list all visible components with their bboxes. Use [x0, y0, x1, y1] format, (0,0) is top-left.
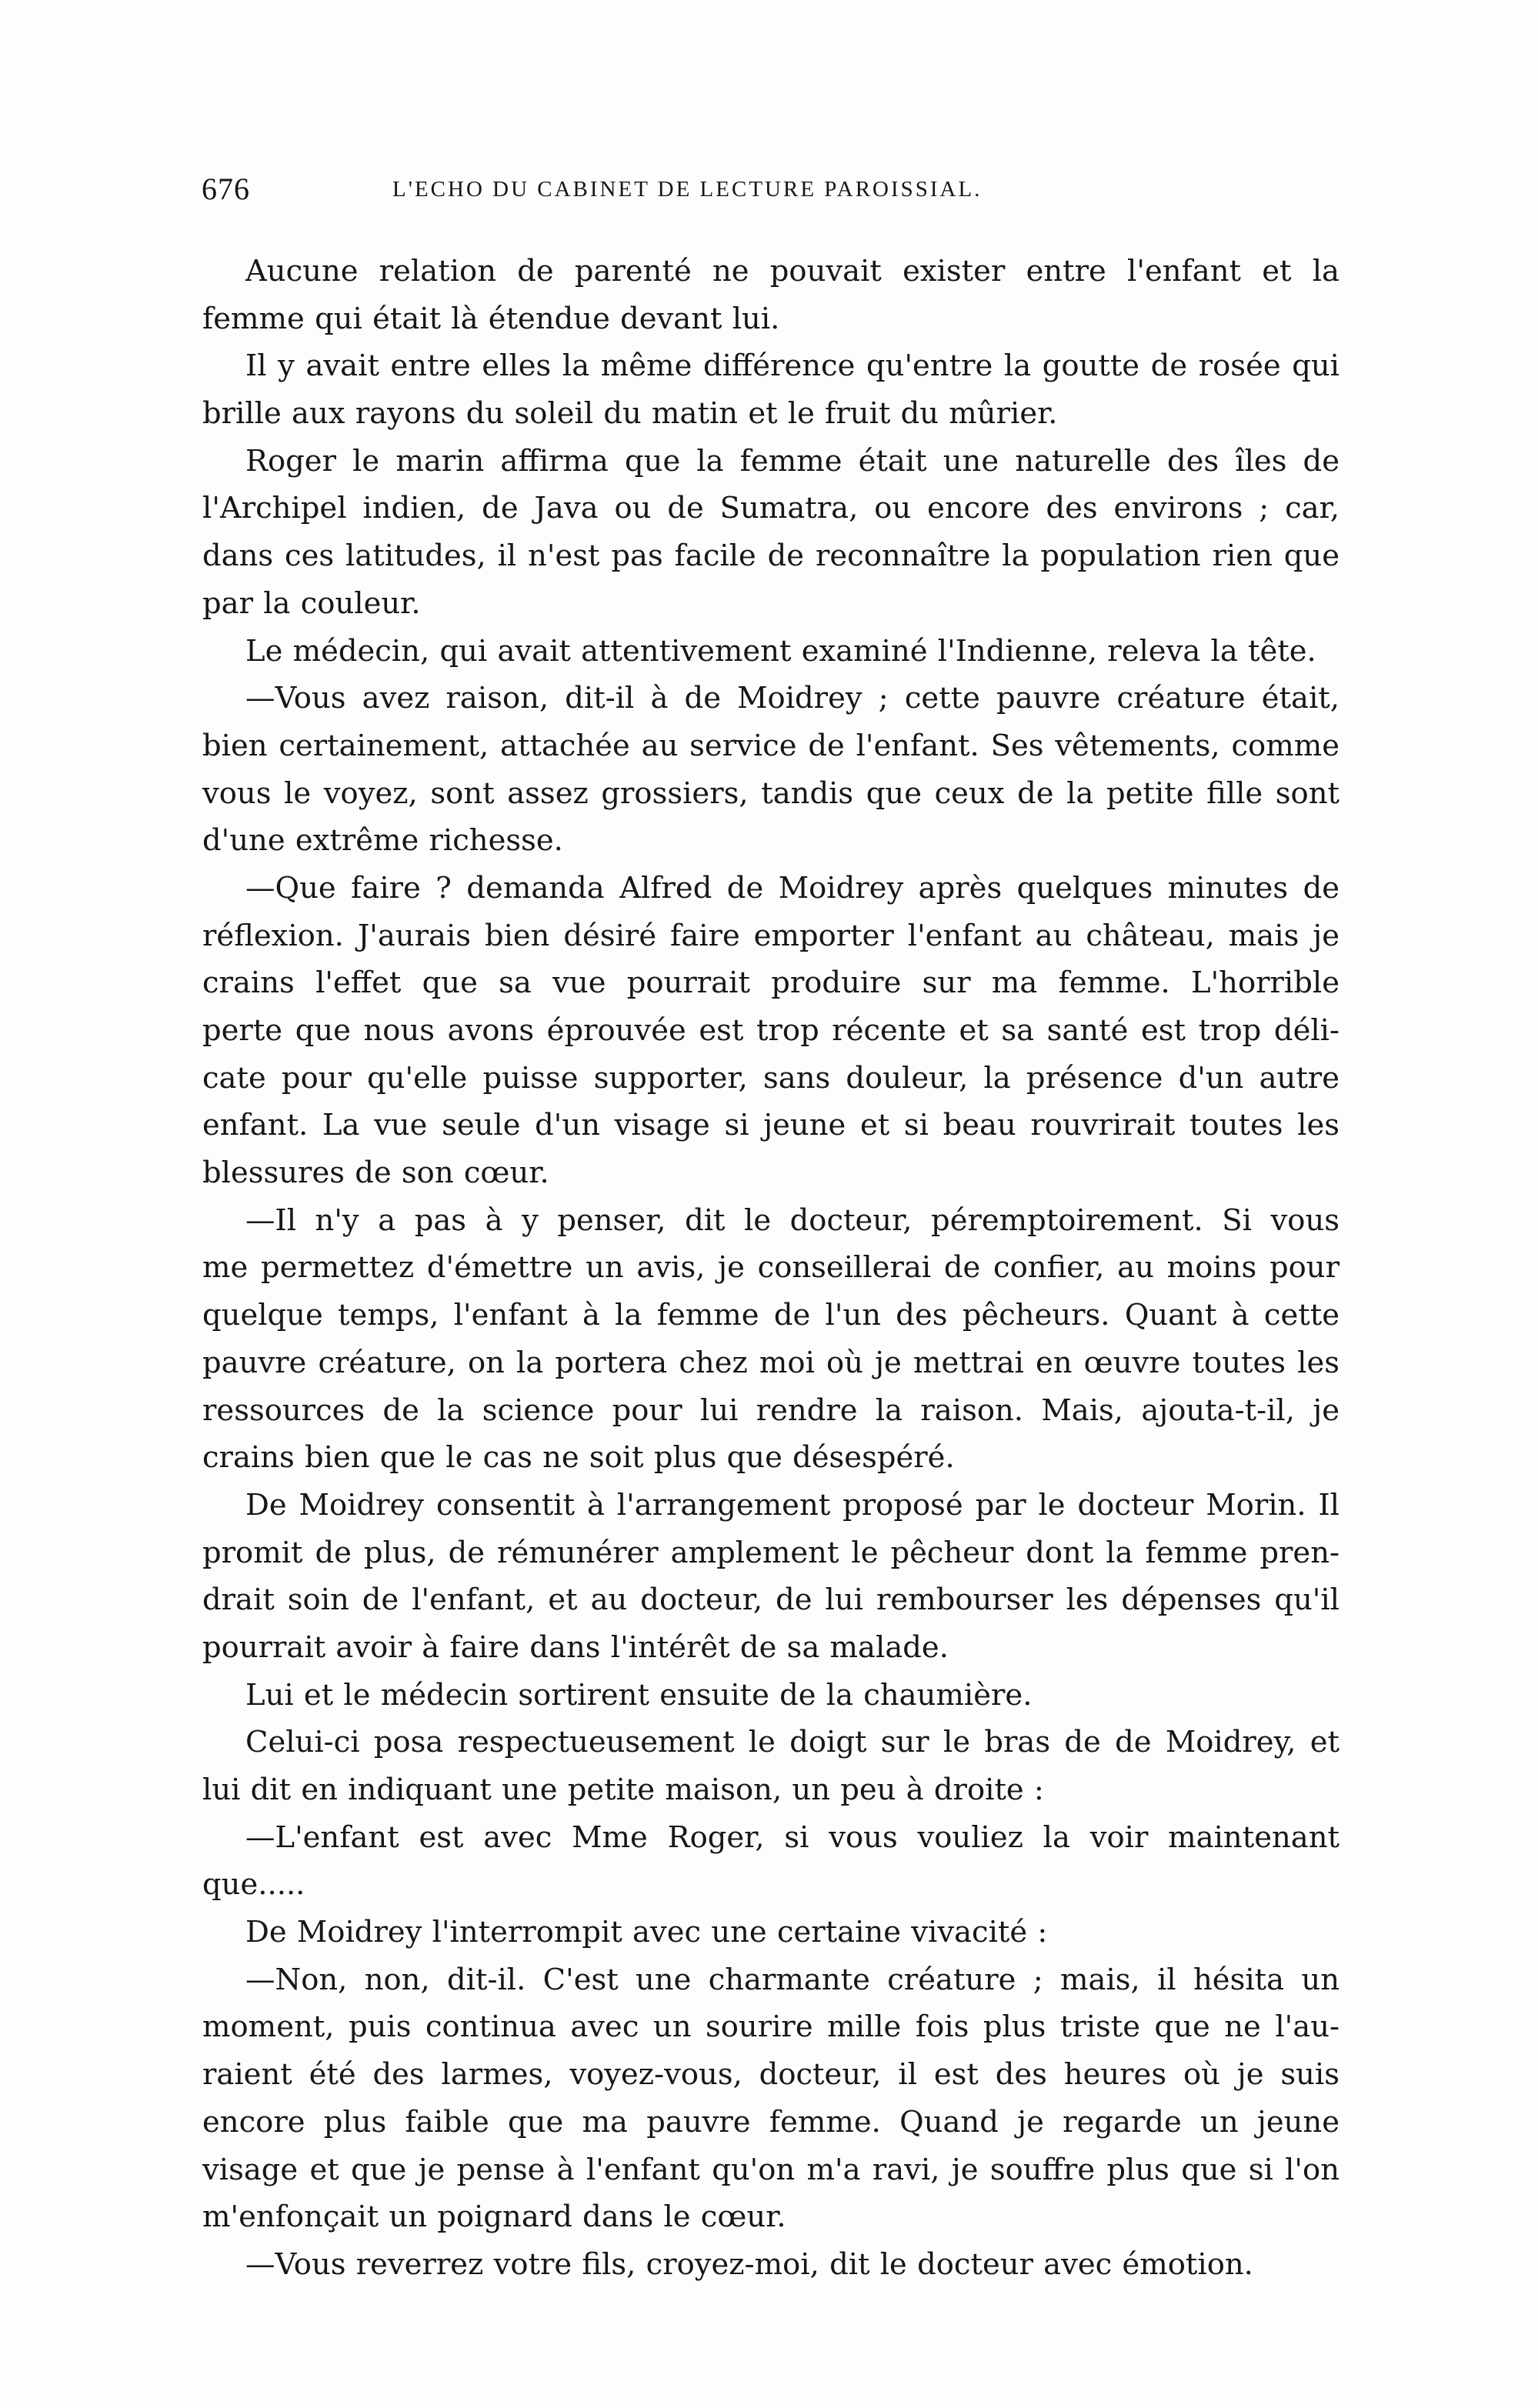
text-line: l'Archipel indien, de Java ou de Sumatra, ou encore des environs ; car,: [202, 491, 1339, 526]
body-text: [202, 248, 1339, 2289]
text-line: drait soin de l'enfant, et au docteur, de lui rembourser les dépenses qu'il: [202, 1583, 1339, 1618]
text-line: brille aux rayons du soleil du matin et le fruit du mûrier.: [202, 396, 1058, 432]
text-line: crains bien que le cas ne soit plus que désespéré.: [202, 1440, 955, 1476]
text-line: Il y avait entre elles la même différence qu'entre la goutte de rosée qui: [245, 349, 1339, 384]
text-line: réflexion. J'aurais bien désiré faire emporter l'enfant au château, mais je: [202, 918, 1339, 953]
text-line: quelque temps, l'enfant à la femme de l'un des pêcheurs. Quant à cette: [202, 1298, 1339, 1333]
text-line: dans ces latitudes, il n'est pas facile de reconnaître la population rien que: [202, 539, 1339, 574]
text-line: De Moidrey l'interrompit avec une certaine vivacité :: [245, 1915, 1048, 1950]
text-line: par la couleur.: [202, 585, 421, 621]
text-line: encore plus faible que ma pauvre femme. Quand je regarde un jeune: [202, 2104, 1339, 2140]
text-line: —Il n'y a pas à y penser, dit le docteur, péremptoirement. Si vous: [245, 1202, 1339, 1238]
page-header: [202, 171, 1340, 217]
text-line: —L'enfant est avec Mme Roger, si vous vouliez la voir maintenant: [245, 1819, 1339, 1855]
text-line: enfant. La vue seule d'un visage si jeune et si beau rouvrirait toutes les: [202, 1108, 1339, 1143]
text-line: cate pour qu'elle puisse supporter, sans douleur, la présence d'un autre: [202, 1060, 1339, 1096]
text-line: moment, puis continua avec un sourire mille fois plus triste que ne l'au-: [202, 2009, 1339, 2045]
text-line: De Moidrey consentit à l'arrangement proposé par le docteur Morin. Il: [245, 1487, 1339, 1523]
text-line: —Vous avez raison, dit-il à de Moidrey ; cette pauvre créature était,: [245, 681, 1339, 716]
text-line: m'enfonçait un poignard dans le cœur.: [202, 2200, 786, 2235]
text-line: perte que nous avons éprouvée est trop récente et sa santé est trop déli-: [202, 1013, 1339, 1048]
text-line: —Que faire ? demanda Alfred de Moidrey après quelques minutes de: [245, 870, 1339, 906]
text-line: lui dit en indiquant une petite maison, un peu à droite :: [202, 1773, 1044, 1807]
running-title: L'ECHO DU CABINET DE LECTURE PAROISSIAL.: [392, 177, 983, 202]
text-line: Le médecin, qui avait attentivement examiné l'Indienne, releva la tête.: [245, 633, 1316, 669]
text-line: Aucune relation de parenté ne pouvait exister entre l'enfant et la: [245, 254, 1339, 288]
text-line: ressources de la science pour lui rendre la raison. Mais, ajouta-t-il, je: [202, 1392, 1339, 1428]
text-line: pourrait avoir à faire dans l'intérêt de sa malade.: [202, 1629, 949, 1665]
text-line: promit de plus, de rémunérer amplement le pêcheur dont la femme pren-: [202, 1535, 1339, 1570]
text-line: crains l'effet que sa vue pourrait produire sur ma femme. L'horrible: [202, 966, 1339, 1001]
text-line: que.....: [202, 1867, 305, 1903]
text-line: d'une extrême richesse.: [202, 823, 563, 859]
text-line: blessures de son cœur.: [202, 1156, 549, 1191]
text-line: visage et que je pense à l'enfant qu'on m'a ravi, je souffre plus que si l'on: [202, 2152, 1339, 2187]
text-line: pauvre créature, on la portera chez moi où je mettrai en œuvre toutes les: [202, 1345, 1339, 1380]
text-line: vous le voyez, sont assez grossiers, tandis que ceux de la petite fille sont: [202, 775, 1339, 811]
text-line: bien certainement, attachée au service de l'enfant. Ses vêtements, comme: [202, 728, 1339, 763]
page-number: 676: [202, 172, 250, 206]
text-line: me permettez d'émettre un avis, je conseillerai de confier, au moins pour: [202, 1250, 1339, 1286]
text-line: —Non, non, dit-il. C'est une charmante créature ; mais, il hésita un: [245, 1962, 1339, 1997]
text-line: —Vous reverrez votre fils, croyez-moi, dit le docteur avec émotion.: [245, 2246, 1253, 2282]
text-line: femme qui était là étendue devant lui.: [202, 301, 780, 336]
text-line: Lui et le médecin sortirent ensuite de la chaumière.: [245, 1677, 1033, 1713]
text-line: raient été des larmes, voyez-vous, docteur, il est des heures où je suis: [202, 2057, 1339, 2093]
text-line: Roger le marin affirma que la femme était une naturelle des îles de: [245, 443, 1339, 479]
text-line: Celui-ci posa respectueusement le doigt sur le bras de de Moidrey, et: [245, 1725, 1339, 1760]
